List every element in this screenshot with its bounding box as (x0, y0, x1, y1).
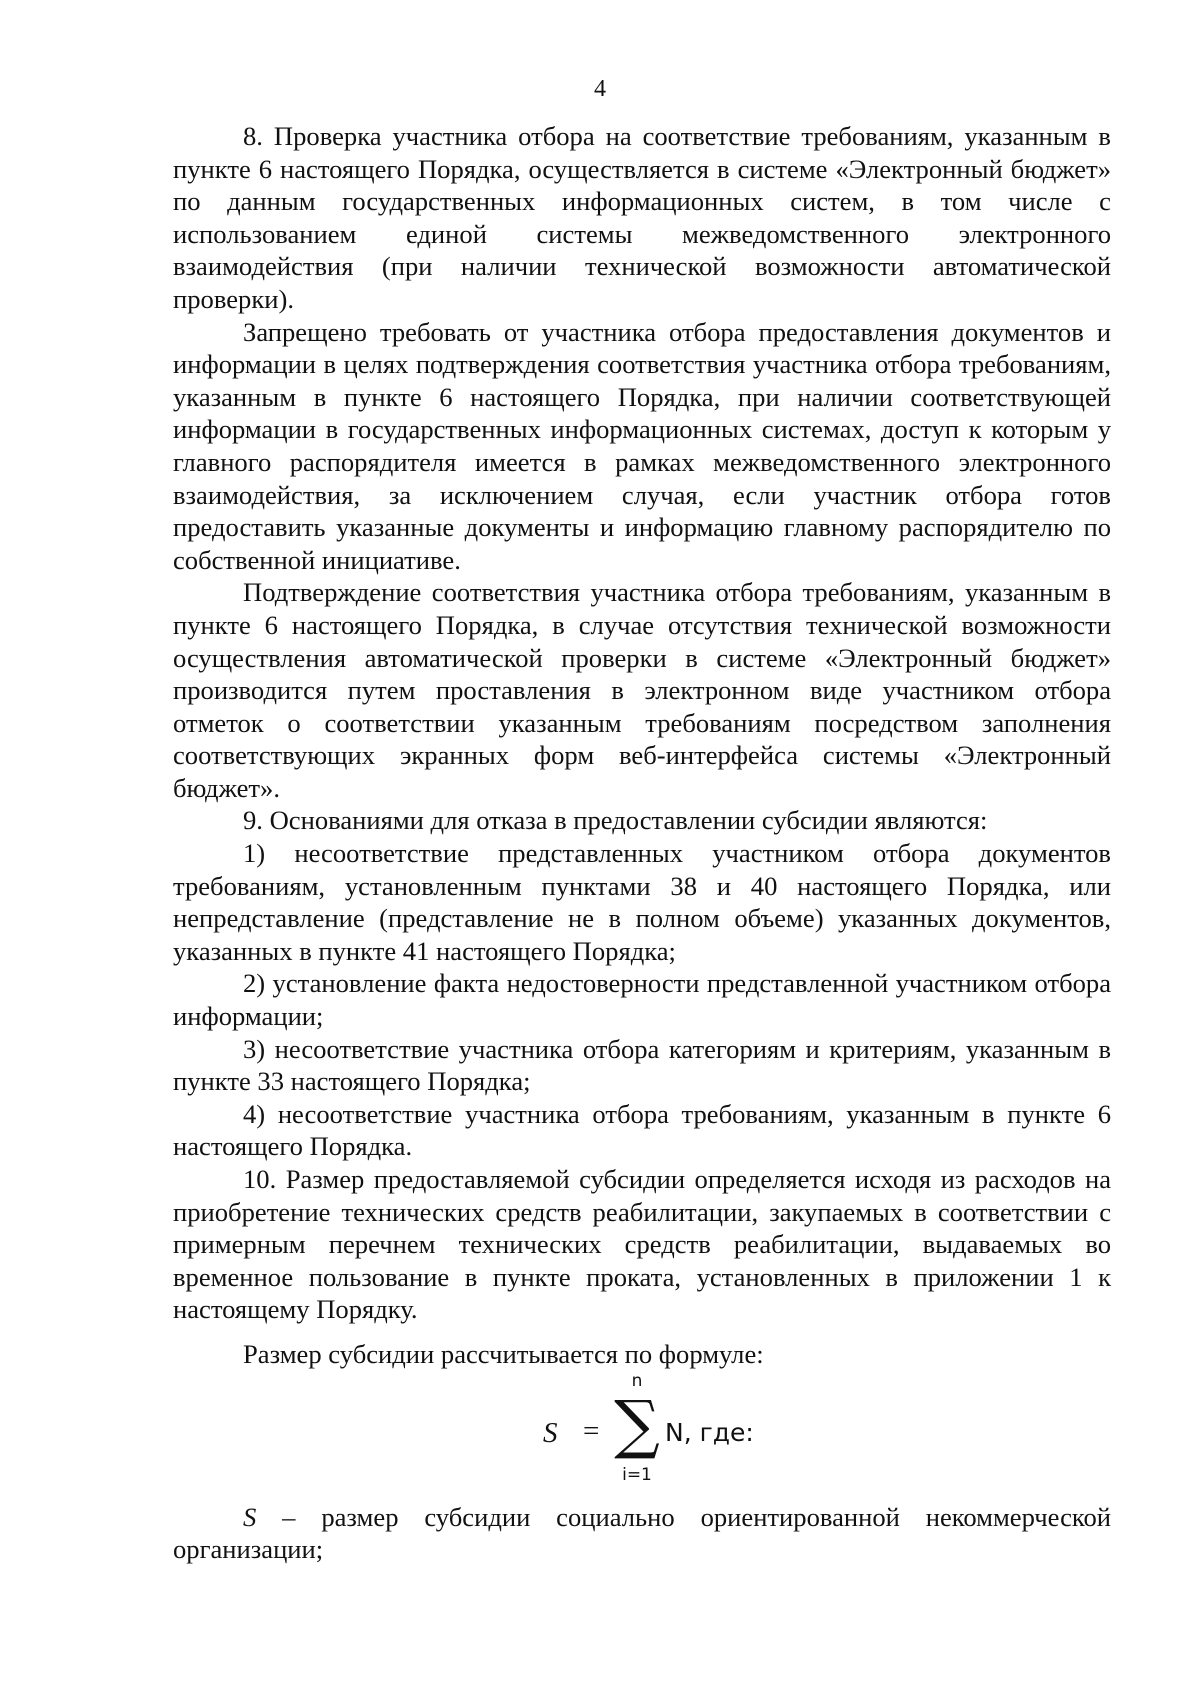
list-item-4: 4) несоответствие участника отбора требованиям, указанным в пункте 6 настоящего Порядка. (173, 1098, 1111, 1162)
list-item-2: 2) установление факта недостоверности представленной участником отбора информации; (173, 968, 1111, 1032)
summation-upper-limit: n (631, 1370, 643, 1391)
list-item-3: 3) несоответствие участника отбора категориям и критериям, указанным в пункте 33 настоящего Порядка; (173, 1033, 1111, 1097)
definition-text: – размер субсидии социально ориентированной некоммерческой организации; (173, 1501, 1111, 1565)
summation-lower-limit: i=1 (622, 1464, 652, 1485)
subsidy-formula (173, 1371, 1111, 1501)
sigma-symbol: ∑ (614, 1387, 660, 1462)
formula-rhs: N, где: (665, 1417, 754, 1447)
list-item-1: 1) несоответствие представленных участником отбора документов требованиям, установленным пунктами 38 и 40 настоящего Порядка, или непредставление (представление не в полном объеме) указанных документов, указанных в пункте 41 настоящего Порядка; (173, 838, 1111, 966)
paragraph-10: 10. Размер предоставляемой субсидии определяется исходя из расходов на приобретение технических средств реабилитации, закупаемых в соответствии с примерным перечнем технических средств реабилитации, выдаваемых во временное пользование в пункте проката, установленных в приложении 1 к настоящему Порядку. (173, 1164, 1111, 1325)
paragraph-8: 8. Проверка участника отбора на соответствие требованиям, указанным в пункте 6 настоящего Порядка, осуществляется в системе «Электронный бюджет» по данным государственных информационных систем, в том числе с использованием единой системы межведомственного электронного взаимодействия (при наличии технической возможности автоматической проверки). (173, 121, 1111, 314)
definition-s (173, 1501, 1111, 1566)
formula-intro: Размер субсидии рассчитывается по формуле: (243, 1338, 764, 1369)
definition-symbol: S (243, 1501, 257, 1532)
page-number: 4 (594, 76, 606, 102)
paragraph-9: 9. Основаниями для отказа в предоставлении субсидии являются: (243, 805, 988, 836)
paragraph-prohibition: Запрещено требовать от участника отбора предоставления документов и информации в целях подтверждения соответствия участника отбора требованиям, указанным в пункте 6 настоящего Порядка, при наличии соответствующей информации в государственных информационных системах, доступ к которым у главного распорядителя имеется в рамках межведомственного электронного взаимодействия, за исключением случая, если участник отбора готов предоставить указанные документы и информацию главному распорядителю по собственной инициативе. (173, 316, 1111, 575)
paragraph-confirmation: Подтверждение соответствия участника отбора требованиям, указанным в пункте 6 настоящего Порядка, в случае отсутствия технической возможности осуществления автоматической проверки в системе «Электронный бюджет» производится путем проставления в электронном виде участником отбора отметок о соответствии указанным требованиям посредством заполнения соответствующих экранных форм веб-интерфейса системы «Электронный бюджет». (173, 577, 1111, 803)
document-body (173, 120, 1111, 1566)
summation (611, 1371, 663, 1501)
formula-lhs: S (543, 1416, 558, 1449)
formula-equals: = (583, 1414, 600, 1447)
